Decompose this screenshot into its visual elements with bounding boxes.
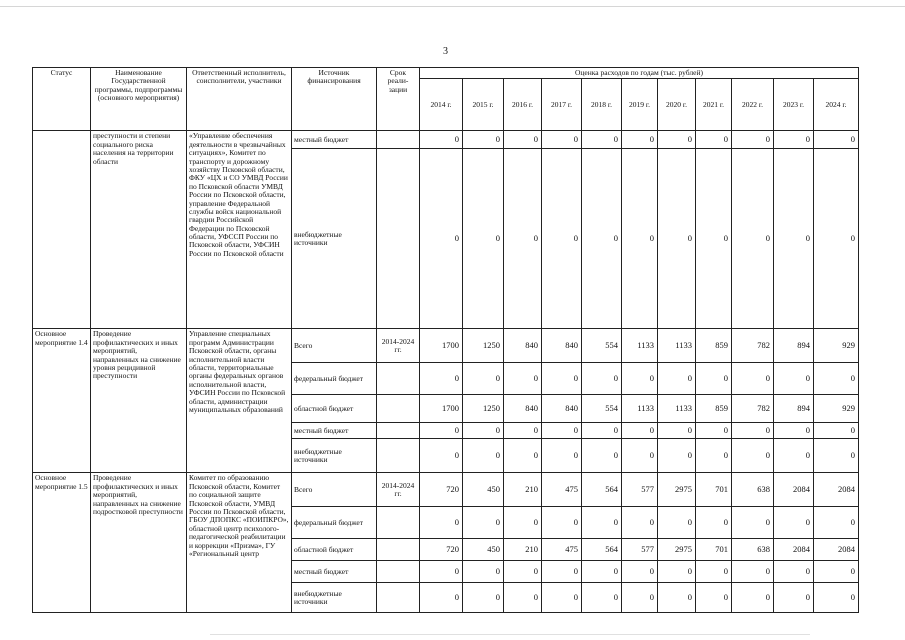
value-cell: 894 [774,395,814,423]
value-cell: 0 [774,423,814,439]
block-measure-1-4-row [33,329,859,363]
value-cell: 929 [814,395,859,423]
value-cell: 0 [658,423,696,439]
value-cell: 1250 [463,395,504,423]
value-cell: 0 [814,149,859,329]
value-cell: 577 [622,473,658,507]
status-cell: Основное мероприятие 1.5 [33,473,91,613]
value-cell: 0 [463,507,504,539]
value-cell: 840 [504,395,542,423]
term-cell-empty [377,561,420,583]
value-cell: 0 [658,131,696,149]
value-cell: 0 [696,149,732,329]
header-year: 2022 г. [732,79,774,131]
value-cell: 0 [582,149,622,329]
value-cell: 0 [658,149,696,329]
value-cell: 840 [542,329,582,363]
value-cell: 0 [542,583,582,613]
value-cell: 0 [696,363,732,395]
value-cell: 0 [774,131,814,149]
value-cell: 0 [420,583,463,613]
value-cell: 2975 [658,539,696,561]
value-cell: 0 [774,507,814,539]
source-cell: областной бюджет [292,539,377,561]
value-cell: 0 [463,131,504,149]
value-cell: 0 [658,363,696,395]
value-cell: 894 [774,329,814,363]
header-name: Наименование Государственной программы, подпрограммы (основного мероприятия) [91,68,187,131]
header-year: 2019 г. [622,79,658,131]
value-cell: 701 [696,473,732,507]
value-cell: 450 [463,473,504,507]
value-cell: 450 [463,539,504,561]
value-cell: 0 [814,561,859,583]
value-cell: 0 [622,131,658,149]
value-cell: 0 [542,439,582,473]
value-cell: 0 [463,423,504,439]
value-cell: 0 [582,363,622,395]
status-cell: Основное мероприятие 1.4 [33,329,91,473]
value-cell: 1133 [658,329,696,363]
value-cell: 554 [582,395,622,423]
value-cell: 0 [420,131,463,149]
value-cell: 720 [420,473,463,507]
value-cell: 638 [732,473,774,507]
block-measure-1-5-row [33,473,859,507]
value-cell: 0 [732,149,774,329]
value-cell: 0 [504,507,542,539]
value-cell: 0 [622,149,658,329]
value-cell: 0 [814,439,859,473]
status-cell [33,131,91,329]
value-cell: 0 [696,439,732,473]
value-cell: 0 [814,583,859,613]
value-cell: 0 [582,583,622,613]
name-cell: Проведение профилактических и иных мероприятий, направленных на снижение уровня рецидивной преступности [91,329,187,473]
source-cell: Всего [292,329,377,363]
value-cell: 0 [420,439,463,473]
value-cell: 0 [622,507,658,539]
value-cell: 475 [542,539,582,561]
value-cell: 2084 [814,539,859,561]
value-cell: 0 [696,561,732,583]
value-cell: 0 [732,439,774,473]
value-cell: 0 [732,561,774,583]
value-cell: 701 [696,539,732,561]
value-cell: 0 [582,131,622,149]
term-cell-empty [377,363,420,395]
value-cell: 0 [504,439,542,473]
value-cell: 0 [582,507,622,539]
value-cell: 0 [658,561,696,583]
block-continuation-row [33,131,859,149]
value-cell: 859 [696,395,732,423]
value-cell: 0 [774,363,814,395]
header-year: 2024 г. [814,79,859,131]
value-cell: 0 [658,439,696,473]
header-source: Источник финансирования [292,68,377,131]
value-cell: 1133 [658,395,696,423]
term-cell: 2014-2024 гг. [377,329,420,363]
value-cell: 577 [622,539,658,561]
source-cell: местный бюджет [292,423,377,439]
value-cell: 1250 [463,329,504,363]
value-cell: 1700 [420,329,463,363]
header-year: 2016 г. [504,79,542,131]
value-cell: 0 [420,507,463,539]
value-cell: 0 [542,363,582,395]
value-cell: 0 [542,149,582,329]
value-cell: 638 [732,539,774,561]
value-cell: 0 [504,561,542,583]
value-cell: 0 [504,423,542,439]
header-year: 2020 г. [658,79,696,131]
term-cell [377,131,420,149]
value-cell: 0 [504,583,542,613]
value-cell: 0 [732,363,774,395]
value-cell: 0 [504,149,542,329]
value-cell: 0 [504,363,542,395]
value-cell: 2084 [774,539,814,561]
term-cell: 2014-2024 гг. [377,473,420,507]
source-cell: внебюджетные источники [292,583,377,613]
value-cell: 0 [774,583,814,613]
value-cell: 0 [774,439,814,473]
value-cell: 840 [542,395,582,423]
value-cell: 0 [696,507,732,539]
value-cell: 2084 [814,473,859,507]
header-year: 2023 г. [774,79,814,131]
value-cell: 0 [814,423,859,439]
value-cell: 0 [732,131,774,149]
value-cell: 2975 [658,473,696,507]
expenditure-table [32,67,859,613]
term-cell-empty [377,507,420,539]
value-cell: 0 [622,363,658,395]
term-cell-empty [377,439,420,473]
responsible-cell: Комитет по образованию Псковской области, Комитет по социальной защите Псковской области, УМВД России по Псковской области, ГБОУ ДПОПКС «ПОИПКРО», областной центр психолого-педагогической реабилитации и коррекции «Призма», ГУ «Региональный центр [187,473,292,613]
source-cell: областной бюджет [292,395,377,423]
value-cell: 0 [504,131,542,149]
value-cell: 0 [542,131,582,149]
header-year: 2021 г. [696,79,732,131]
header-term: Срок реали-зации [377,68,420,131]
value-cell: 0 [463,561,504,583]
value-cell: 0 [622,561,658,583]
header-status: Статус [33,68,91,131]
value-cell: 0 [774,149,814,329]
value-cell: 0 [814,507,859,539]
scan-artifact-top [0,6,905,7]
value-cell: 0 [814,131,859,149]
value-cell: 859 [696,329,732,363]
value-cell: 0 [463,439,504,473]
value-cell: 0 [420,149,463,329]
responsible-cell: «Управление обеспечения деятельности в чрезвычайных ситуациях», Комитет по транспорту и дорожному хозяйству Псковской области, ФКУ «ЦХ и СО УМВД России по Псковской области УМВД России по Псковской области, управление Федеральной службы войск национальной гвардии Российской Федерации по Псковской области, УФССП России по Псковской области, УФСИН России по Псковской области [187,131,292,329]
value-cell: 0 [658,583,696,613]
value-cell: 929 [814,329,859,363]
value-cell: 0 [696,131,732,149]
value-cell: 0 [622,583,658,613]
name-cell: преступности и степени социального риска населения на территории области [91,131,187,329]
term-cell-empty [377,149,420,329]
value-cell: 210 [504,473,542,507]
value-cell: 0 [542,561,582,583]
value-cell: 0 [814,363,859,395]
value-cell: 0 [582,561,622,583]
value-cell: 0 [774,561,814,583]
value-cell: 210 [504,539,542,561]
value-cell: 564 [582,539,622,561]
value-cell: 0 [622,423,658,439]
term-cell-empty [377,395,420,423]
value-cell: 0 [420,423,463,439]
value-cell: 0 [542,507,582,539]
value-cell: 1700 [420,395,463,423]
term-cell-empty [377,539,420,561]
source-cell: Всего [292,473,377,507]
value-cell: 0 [732,583,774,613]
value-cell: 0 [420,363,463,395]
header-year: 2014 г. [420,79,463,131]
header-estimate: Оценка расходов по годам (тыс. рублей) [420,68,859,79]
value-cell: 0 [463,149,504,329]
source-cell: федеральный бюджет [292,363,377,395]
header-year: 2018 г. [582,79,622,131]
value-cell: 0 [696,583,732,613]
header-year: 2015 г. [463,79,504,131]
page-number: 3 [443,46,448,57]
term-cell-empty [377,583,420,613]
value-cell: 2084 [774,473,814,507]
value-cell: 0 [732,423,774,439]
responsible-cell: Управление специальных программ Администрации Псковской области, органы исполнительной власти области, территориальные органы федеральных органов исполнительной власти, УФСИН России по Псковской области, администрации муниципальных образований [187,329,292,473]
value-cell: 475 [542,473,582,507]
value-cell: 0 [696,423,732,439]
source-cell: федеральный бюджет [292,507,377,539]
header-responsible: Ответственный исполнитель, соисполнители, участники [187,68,292,131]
value-cell: 782 [732,329,774,363]
value-cell: 0 [420,561,463,583]
value-cell: 564 [582,473,622,507]
term-cell-empty [377,423,420,439]
value-cell: 0 [622,439,658,473]
value-cell: 0 [582,423,622,439]
value-cell: 0 [463,583,504,613]
value-cell: 0 [732,507,774,539]
source-cell: внебюджетные источники [292,439,377,473]
name-cell: Проведение профилактических и иных мероприятий, направленных на снижение подростковой преступности [91,473,187,613]
value-cell: 0 [542,423,582,439]
header-year: 2017 г. [542,79,582,131]
value-cell: 1133 [622,329,658,363]
value-cell: 0 [658,507,696,539]
value-cell: 1133 [622,395,658,423]
value-cell: 0 [463,363,504,395]
source-cell: местный бюджет [292,561,377,583]
value-cell: 0 [582,439,622,473]
value-cell: 720 [420,539,463,561]
source-cell: местный бюджет [292,131,377,149]
value-cell: 840 [504,329,542,363]
value-cell: 782 [732,395,774,423]
scan-artifact-bottom [210,634,810,635]
value-cell: 554 [582,329,622,363]
source-cell: внебюджетные источники [292,149,377,329]
